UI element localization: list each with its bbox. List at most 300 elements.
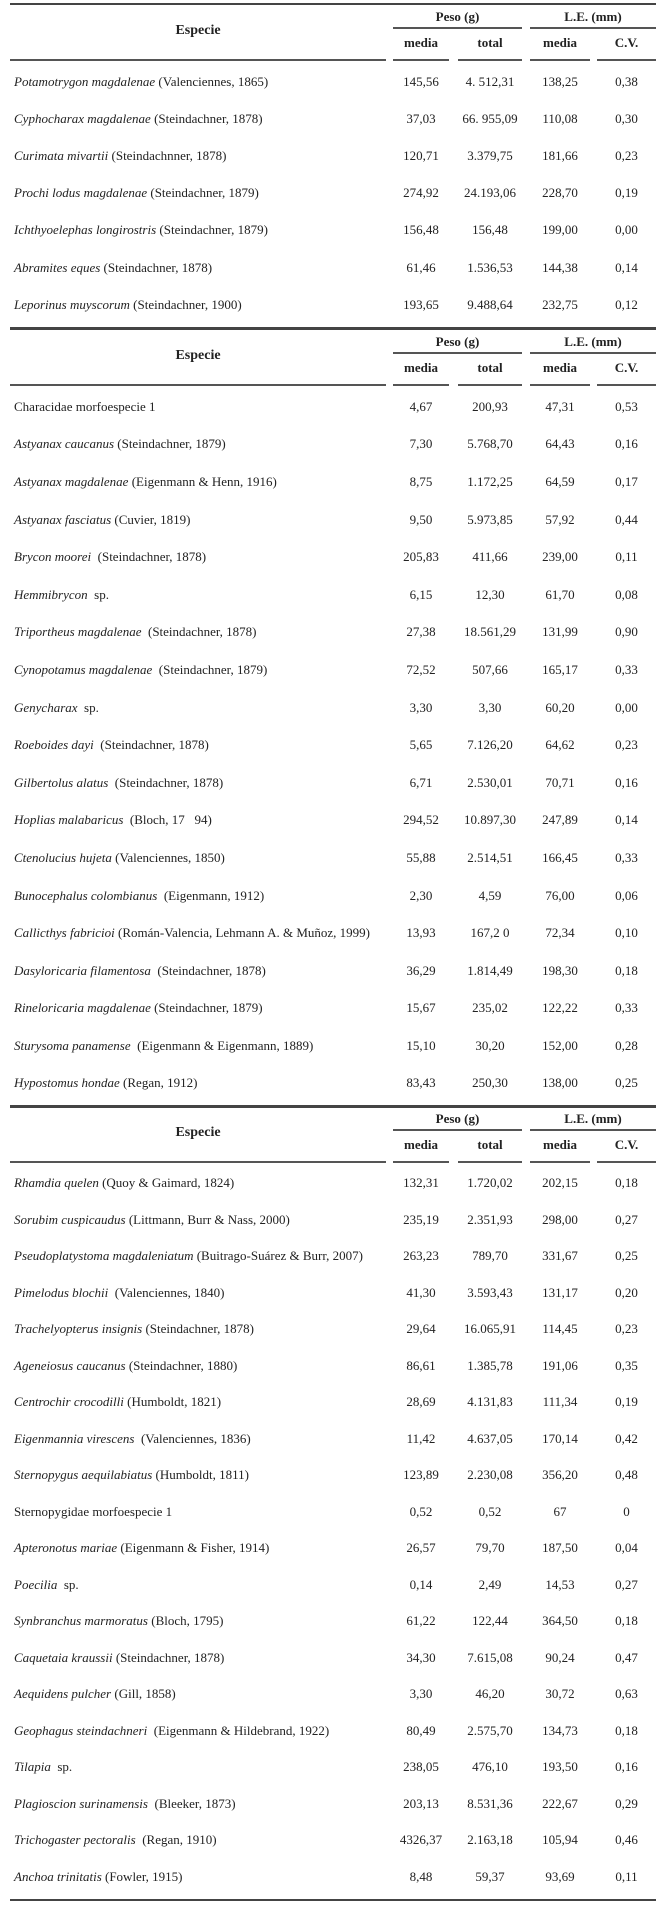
le-media-cell: 138,00: [542, 1075, 578, 1091]
species-author: (Valenciennes, 1836): [134, 1430, 251, 1446]
le-media-cell: 64,43: [545, 436, 575, 452]
cv-cell: 0,42: [615, 1430, 638, 1446]
peso-total-cell: 411,66: [472, 549, 508, 565]
peso-total-cell: 235,02: [472, 1000, 508, 1016]
species-author: (Eigenmann & Hildebrand, 1922): [147, 1722, 330, 1738]
cv-cell: 0,14: [615, 812, 638, 828]
cv-cell: 0,19: [615, 1394, 638, 1410]
peso-media-cell: 27,38: [406, 624, 436, 640]
species-author: (Eigenmann & Eigenmann, 1889): [130, 1037, 314, 1053]
header-cv: C.V.: [614, 360, 639, 375]
header-le-media: media: [543, 360, 577, 375]
table-row: [10, 1202, 656, 1239]
table-row: [10, 1348, 656, 1385]
table-row: [10, 726, 656, 764]
species-name: Hoplias malabaricus: [14, 812, 124, 828]
species-name: Centrochir crocodilli: [14, 1394, 124, 1410]
le-media-cell: 134,73: [542, 1722, 578, 1738]
peso-total-cell: 156,48: [472, 222, 508, 238]
le-media-cell: 191,06: [542, 1357, 578, 1373]
species-author: sp.: [50, 1759, 73, 1775]
species-name: Genycharax: [14, 699, 78, 715]
peso-media-cell: 274,92: [403, 185, 439, 201]
species-cell: [10, 297, 396, 313]
le-media-cell: 298,00: [542, 1211, 578, 1227]
cv-cell: 0,27: [615, 1576, 638, 1592]
peso-media-cell: 34,30: [406, 1649, 436, 1665]
header-peso-media: media: [404, 360, 438, 375]
le-media-cell: 199,00: [542, 222, 578, 238]
table-row: [10, 501, 656, 539]
peso-total-cell: 4.637,05: [467, 1430, 513, 1446]
peso-media-cell: 0,14: [409, 1576, 433, 1592]
table-row: [10, 802, 656, 840]
species-cell: [10, 737, 396, 753]
table-row: [10, 1165, 656, 1202]
species-author: (Bloch, 1795): [147, 1613, 224, 1629]
species-name: Roeboides dayi: [14, 737, 94, 753]
species-author: (Eigenmann & Henn, 1916): [128, 473, 277, 489]
species-cell: [10, 1832, 396, 1848]
cv-cell: 0,25: [615, 1248, 638, 1264]
species-cell: [10, 1248, 396, 1264]
table-row: [10, 1567, 656, 1604]
peso-total-cell: 18.561,29: [464, 624, 516, 640]
le-media-cell: 114,45: [542, 1321, 578, 1337]
species-name: Sorubim cuspicaudus: [14, 1211, 126, 1227]
le-media-cell: 356,20: [542, 1467, 578, 1483]
header-le: L.E. (mm): [564, 9, 622, 24]
species-name: Bunocephalus colombianus: [14, 887, 158, 903]
peso-media-cell: 0,52: [409, 1503, 433, 1519]
table-row: [10, 576, 656, 614]
species-author: (Regan, 1910): [135, 1832, 217, 1848]
header-rule: [597, 1161, 656, 1163]
species-name: Sturysoma panamense: [14, 1037, 131, 1053]
peso-media-cell: 61,22: [406, 1613, 436, 1629]
species-author: (Valenciennes, 1850): [111, 849, 225, 865]
table-row: [10, 212, 656, 249]
species-name: Hemmibrycon: [14, 586, 88, 602]
cv-cell: 0,20: [615, 1284, 638, 1300]
table-row: [10, 1749, 656, 1786]
species-cell: [10, 1321, 396, 1337]
table-row: [10, 63, 656, 100]
species-name: Cynopotamus magdalenae: [14, 661, 153, 677]
species-table-1: [10, 3, 656, 329]
cv-cell: 0,00: [615, 699, 638, 715]
species-name: Sternopygus aequilabiatus: [14, 1467, 153, 1483]
species-cell: [10, 222, 396, 238]
species-author: (Valenciennes, 1865): [155, 73, 269, 89]
table-row: [10, 1676, 656, 1713]
species-cell: [10, 624, 396, 640]
table-row: [10, 952, 656, 990]
species-name: Brycon moorei: [14, 549, 92, 565]
table-row: [10, 1530, 656, 1567]
header-rule: [530, 59, 590, 61]
cv-cell: 0,11: [615, 1868, 638, 1884]
peso-media-cell: 120,71: [403, 147, 439, 163]
peso-media-cell: 26,57: [406, 1540, 436, 1556]
species-cell: [10, 1723, 396, 1739]
header-le-media: media: [543, 1137, 577, 1152]
species-name: Potamotrygon magdalenae: [14, 73, 156, 89]
species-author: (Steindachner, 1878): [100, 259, 213, 275]
species-name: Curimata mivartii: [14, 147, 109, 163]
species-name: Tilapia: [14, 1759, 51, 1775]
cv-cell: 0: [623, 1503, 630, 1519]
peso-total-cell: 1.814,49: [467, 962, 513, 978]
le-media-cell: 76,00: [545, 887, 575, 903]
header-peso: Peso (g): [435, 1111, 480, 1126]
species-cell: [10, 185, 396, 201]
peso-media-cell: 61,46: [406, 259, 436, 275]
le-media-cell: 111,34: [542, 1394, 578, 1410]
peso-total-cell: 12,30: [475, 586, 505, 602]
table-header: [10, 330, 656, 388]
header-rule: [393, 59, 449, 61]
peso-media-cell: 132,31: [403, 1175, 439, 1191]
peso-media-cell: 11,42: [406, 1430, 436, 1446]
cv-cell: 0,30: [615, 110, 638, 126]
species-author: (Steindachner, 1879): [152, 661, 268, 677]
species-author: sp.: [77, 699, 99, 715]
header-especie: Especie: [175, 1125, 221, 1140]
le-media-cell: 247,89: [542, 812, 578, 828]
le-media-cell: 57,92: [545, 511, 575, 527]
le-media-cell: 170,14: [542, 1430, 578, 1446]
peso-total-cell: 1.720,02: [467, 1175, 513, 1191]
peso-total-cell: 250,30: [472, 1075, 508, 1091]
cv-cell: 0,44: [615, 511, 638, 527]
species-name: Prochi lodus magdalenae: [14, 185, 148, 201]
cv-cell: 0,08: [615, 586, 638, 602]
table-row: [10, 1311, 656, 1348]
peso-total-cell: 2.530,01: [467, 774, 513, 790]
peso-media-cell: 9,50: [409, 511, 433, 527]
peso-media-cell: 3,30: [409, 699, 433, 715]
header-rule: [597, 384, 656, 386]
peso-total-cell: 0,52: [478, 1503, 502, 1519]
table-row: [10, 1786, 656, 1823]
species-name: Hypostomus hondae: [14, 1075, 120, 1091]
species-cell: [10, 1686, 396, 1702]
peso-media-cell: 83,43: [406, 1075, 436, 1091]
species-cell: [10, 775, 396, 791]
peso-media-cell: 203,13: [403, 1795, 439, 1811]
cv-cell: 0,19: [615, 185, 638, 201]
species-cell: [10, 549, 396, 565]
peso-media-cell: 72,52: [406, 661, 436, 677]
peso-media-cell: 8,75: [409, 473, 433, 489]
species-name: Triportheus magdalenae: [14, 624, 142, 640]
species-author: (Steindachner, 1878): [142, 1321, 254, 1337]
le-media-cell: 198,30: [542, 962, 578, 978]
peso-total-cell: 476,10: [472, 1759, 508, 1775]
le-media-cell: 30,72: [545, 1686, 575, 1702]
peso-total-cell: 4. 512,31: [465, 73, 515, 89]
cv-cell: 0,10: [615, 925, 638, 941]
cv-cell: 0,18: [615, 1175, 638, 1191]
peso-total-cell: 1.385,78: [467, 1357, 513, 1373]
peso-total-cell: 59,37: [475, 1868, 505, 1884]
header-le: L.E. (mm): [564, 334, 622, 349]
peso-total-cell: 200,93: [472, 398, 508, 414]
peso-total-cell: 2.351,93: [467, 1211, 513, 1227]
peso-media-cell: 2,30: [409, 887, 433, 903]
header-cv: C.V.: [614, 35, 639, 50]
cv-cell: 0,33: [615, 849, 638, 865]
species-cell: [10, 700, 396, 716]
species-cell: [10, 1759, 396, 1775]
table-row: [10, 1027, 656, 1065]
species-name: Trichogaster pectoralis: [14, 1832, 136, 1848]
peso-total-cell: 46,20: [475, 1686, 505, 1702]
species-cell: [10, 888, 396, 904]
species-cell: [10, 1540, 396, 1556]
species-author: (Fowler, 1915): [101, 1868, 183, 1884]
le-media-cell: 239,00: [542, 549, 578, 565]
cv-cell: 0,46: [615, 1832, 638, 1848]
peso-media-cell: 205,83: [403, 549, 439, 565]
cv-cell: 0,23: [615, 737, 638, 753]
cv-cell: 0,23: [615, 1321, 638, 1337]
species-author: (Steindachner, 1880): [125, 1357, 238, 1373]
le-media-cell: 122,22: [542, 1000, 578, 1016]
table-row: [10, 914, 656, 952]
species-name: Gilbertolus alatus: [14, 774, 109, 790]
species-name: Astyanax magdalenae: [14, 473, 129, 489]
peso-total-cell: 16.065,91: [464, 1321, 516, 1337]
species-cell: [10, 1431, 396, 1447]
peso-media-cell: 28,69: [406, 1394, 436, 1410]
species-author: (Steindachner, 1878): [150, 110, 263, 126]
table-row: [10, 100, 656, 137]
peso-media-cell: 13,93: [406, 925, 436, 941]
species-name: Anchoa trinitatis: [14, 1868, 102, 1884]
peso-total-cell: 1.536,53: [467, 259, 513, 275]
le-media-cell: 138,25: [542, 73, 578, 89]
cv-cell: 0,63: [615, 1686, 638, 1702]
peso-total-cell: 79,70: [475, 1540, 505, 1556]
le-media-cell: 47,31: [545, 398, 575, 414]
header-peso-total: total: [477, 360, 503, 375]
le-media-cell: 228,70: [542, 185, 578, 201]
species-name: Synbranchus marmoratus: [14, 1613, 148, 1629]
table-row: [10, 1822, 656, 1859]
species-cell: [10, 1650, 396, 1666]
header-le-media: media: [543, 35, 577, 50]
species-cell: [10, 74, 396, 90]
peso-total-cell: 789,70: [472, 1248, 508, 1264]
species-cell: [10, 399, 396, 415]
species-name: Pseudoplatystoma magdaleniatum: [14, 1248, 194, 1264]
le-media-cell: 166,45: [542, 849, 578, 865]
species-cell: [10, 111, 396, 127]
species-cell: [10, 474, 396, 490]
le-media-cell: 232,75: [542, 296, 578, 312]
le-media-cell: 70,71: [545, 774, 575, 790]
le-media-cell: 152,00: [542, 1037, 578, 1053]
peso-total-cell: 8.531,36: [467, 1795, 513, 1811]
species-cell: [10, 1796, 396, 1812]
cv-cell: 0,33: [615, 1000, 638, 1016]
cv-cell: 0,04: [615, 1540, 638, 1556]
peso-media-cell: 36,29: [406, 962, 436, 978]
species-name: Rineloricaria magdalenae: [14, 1000, 151, 1016]
le-media-cell: 110,08: [542, 110, 578, 126]
peso-media-cell: 4326,37: [399, 1832, 443, 1848]
species-author: (Littmann, Burr & Nass, 2000): [125, 1211, 290, 1227]
le-media-cell: 93,69: [545, 1868, 575, 1884]
header-rule: [530, 384, 590, 386]
table-row: [10, 839, 656, 877]
species-author: (Steindachner, 1879): [150, 1000, 263, 1016]
cv-cell: 0,12: [615, 296, 638, 312]
le-media-cell: 90,24: [545, 1649, 575, 1665]
peso-total-cell: 3,30: [478, 699, 502, 715]
species-name: Eigenmannia virescens: [14, 1430, 135, 1446]
le-media-cell: 64,62: [545, 737, 575, 753]
le-media-cell: 187,50: [542, 1540, 578, 1556]
le-media-cell: 131,17: [542, 1284, 578, 1300]
cv-cell: 0,00: [615, 222, 638, 238]
cv-cell: 0,14: [615, 259, 638, 275]
peso-media-cell: 29,64: [406, 1321, 436, 1337]
header-rule: [10, 59, 386, 61]
table-row: [10, 1713, 656, 1750]
species-name: Ageneiosus caucanus: [14, 1357, 126, 1373]
le-media-cell: 105,94: [542, 1832, 578, 1848]
species-cell: [10, 1358, 396, 1374]
species-name: Pimelodus blochii: [14, 1284, 109, 1300]
cv-cell: 0,33: [615, 661, 638, 677]
table-row: [10, 651, 656, 689]
table-row: [10, 1603, 656, 1640]
peso-media-cell: 6,71: [409, 774, 433, 790]
species-cell: [10, 148, 396, 164]
header-peso-total: total: [477, 35, 503, 50]
le-media-cell: 165,17: [542, 661, 578, 677]
header-rule: [530, 352, 656, 354]
species-author: (Bleeker, 1873): [147, 1795, 236, 1811]
header-rule: [530, 1161, 590, 1163]
peso-total-cell: 507,66: [472, 661, 508, 677]
peso-total-cell: 1.172,25: [467, 473, 513, 489]
species-cell: [10, 1467, 396, 1483]
cv-cell: 0,53: [615, 398, 638, 414]
table-row: [10, 1640, 656, 1677]
species-name: Abramites eques: [14, 259, 101, 275]
table-row: [10, 689, 656, 727]
species-author: (Valenciennes, 1840): [108, 1284, 225, 1300]
peso-media-cell: 145,56: [403, 73, 439, 89]
table-row: [10, 1384, 656, 1421]
table-row: [10, 1238, 656, 1275]
species-name: Plagioscion surinamensis: [14, 1795, 148, 1811]
header-peso-total: total: [477, 1137, 503, 1152]
species-table-3: [10, 1105, 656, 1901]
species-name: Poecilia: [14, 1576, 58, 1592]
table-row: [10, 463, 656, 501]
species-author: (Eigenmann & Fisher, 1914): [117, 1540, 270, 1556]
peso-media-cell: 86,61: [406, 1357, 436, 1373]
peso-total-cell: 167,2 0: [470, 925, 510, 941]
header-rule: [393, 27, 522, 29]
species-cell: [10, 1577, 396, 1593]
table-row: [10, 137, 656, 174]
species-cell: [10, 1285, 396, 1301]
table-row: [10, 1421, 656, 1458]
peso-total-cell: 2.230,08: [467, 1467, 513, 1483]
species-cell: [10, 1000, 396, 1016]
peso-media-cell: 156,48: [403, 222, 439, 238]
peso-total-cell: 2.575,70: [467, 1722, 513, 1738]
cv-cell: 0,48: [615, 1467, 638, 1483]
table-bottom-rule: [10, 1899, 656, 1901]
table-row: [10, 1275, 656, 1312]
species-author: Characidae morfoespecie 1: [14, 398, 156, 414]
cv-cell: 0,17: [615, 473, 638, 489]
species-cell: [10, 1038, 396, 1054]
header-rule: [458, 59, 522, 61]
peso-total-cell: 2,49: [478, 1576, 502, 1592]
species-name: Callicthys fabricioi: [14, 925, 115, 941]
cv-cell: 0,16: [615, 436, 638, 452]
species-cell: [10, 850, 396, 866]
peso-media-cell: 238,05: [403, 1759, 439, 1775]
species-author: (Steindachner, 1878): [150, 962, 266, 978]
species-cell: [10, 1212, 396, 1228]
peso-media-cell: 263,23: [403, 1248, 439, 1264]
cv-cell: 0,16: [615, 774, 638, 790]
le-media-cell: 222,67: [542, 1795, 578, 1811]
peso-media-cell: 4,67: [409, 398, 433, 414]
species-cell: [10, 1869, 396, 1885]
peso-media-cell: 55,88: [406, 849, 436, 865]
header-peso: Peso (g): [435, 334, 480, 349]
species-cell: [10, 1175, 396, 1191]
species-author: (Steindachner, 1878): [112, 1649, 225, 1665]
le-media-cell: 364,50: [542, 1613, 578, 1629]
species-cell: [10, 260, 396, 276]
header-rule: [10, 1161, 386, 1163]
species-name: Ctenolucius hujeta: [14, 849, 112, 865]
le-media-cell: 331,67: [542, 1248, 578, 1264]
table-row: [10, 764, 656, 802]
species-author: (Steindachnner, 1878): [108, 147, 227, 163]
peso-media-cell: 3,30: [409, 1686, 433, 1702]
species-author: sp.: [57, 1576, 79, 1592]
peso-media-cell: 5,65: [409, 737, 433, 753]
le-media-cell: 64,59: [545, 473, 575, 489]
peso-total-cell: 4,59: [478, 887, 502, 903]
header-peso: Peso (g): [435, 9, 480, 24]
species-author: (Steindachner, 1879): [147, 185, 259, 201]
species-author: (Humboldt, 1821): [123, 1394, 222, 1410]
cv-cell: 0,25: [615, 1075, 638, 1091]
peso-total-cell: 5.768,70: [467, 436, 513, 452]
cv-cell: 0,11: [615, 549, 638, 565]
le-media-cell: 202,15: [542, 1175, 578, 1191]
species-name: Geophagus steindachneri: [14, 1722, 148, 1738]
species-author: (Cuvier, 1819): [111, 511, 191, 527]
species-name: Caquetaia kraussii: [14, 1649, 113, 1665]
species-cell: [10, 1613, 396, 1629]
peso-total-cell: 2.163,18: [467, 1832, 513, 1848]
header-rule: [597, 59, 656, 61]
